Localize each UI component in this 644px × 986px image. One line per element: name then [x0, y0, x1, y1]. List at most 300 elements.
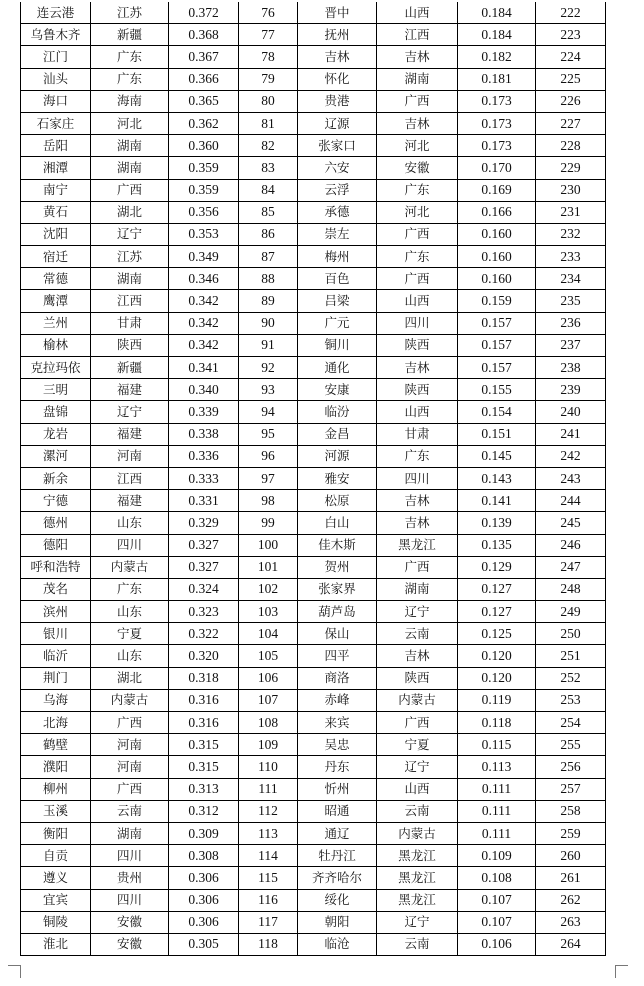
- cell-province: 江西: [91, 290, 169, 312]
- cell-score: 0.366: [169, 68, 239, 90]
- cell-score: 0.367: [169, 46, 239, 68]
- cell-rank-num: 118: [239, 933, 298, 955]
- cell-province: 山东: [91, 512, 169, 534]
- cell-rank-num: 255: [536, 734, 606, 756]
- cell-province: 陕西: [377, 379, 458, 401]
- cell-score: 0.170: [458, 157, 536, 179]
- cell-score: 0.113: [458, 756, 536, 778]
- cell-score: 0.182: [458, 46, 536, 68]
- cell-city: 牡丹江: [298, 845, 377, 867]
- cell-rank-num: 103: [239, 601, 298, 623]
- table-row: [21, 135, 606, 157]
- table-row: [21, 822, 606, 844]
- cell-rank-num: 229: [536, 157, 606, 179]
- cell-rank-num: 222: [536, 2, 606, 24]
- cell-rank-num: 100: [239, 534, 298, 556]
- cell-province: 广西: [377, 90, 458, 112]
- cell-province: 河北: [377, 135, 458, 157]
- cell-province: 山西: [377, 401, 458, 423]
- cell-city: 赤峰: [298, 689, 377, 711]
- cell-rank-num: 107: [239, 689, 298, 711]
- cell-score: 0.115: [458, 734, 536, 756]
- cell-rank-num: 237: [536, 334, 606, 356]
- cell-city: 铜陵: [21, 911, 91, 933]
- table-row: [21, 667, 606, 689]
- cell-score: 0.106: [458, 933, 536, 955]
- cell-province: 河北: [91, 112, 169, 134]
- cell-province: 辽宁: [91, 401, 169, 423]
- cell-province: 广东: [377, 179, 458, 201]
- cell-province: 云南: [377, 933, 458, 955]
- cell-score: 0.111: [458, 800, 536, 822]
- cell-rank-num: 99: [239, 512, 298, 534]
- cell-city: 淮北: [21, 933, 91, 955]
- cell-province: 湖南: [91, 157, 169, 179]
- cell-city: 连云港: [21, 2, 91, 24]
- cell-rank-num: 114: [239, 845, 298, 867]
- cell-rank-num: 257: [536, 778, 606, 800]
- cell-city: 柳州: [21, 778, 91, 800]
- cell-rank-num: 256: [536, 756, 606, 778]
- cell-score: 0.312: [169, 800, 239, 822]
- cell-rank-num: 95: [239, 423, 298, 445]
- cell-score: 0.111: [458, 778, 536, 800]
- cell-rank-num: 93: [239, 379, 298, 401]
- cell-city: 德阳: [21, 534, 91, 556]
- cell-city: 铜川: [298, 334, 377, 356]
- cell-rank-num: 252: [536, 667, 606, 689]
- cell-score: 0.313: [169, 778, 239, 800]
- cell-score: 0.315: [169, 756, 239, 778]
- cell-province: 山西: [377, 290, 458, 312]
- cell-province: 黑龙江: [377, 845, 458, 867]
- cell-city: 吕梁: [298, 290, 377, 312]
- cell-city: 兰州: [21, 312, 91, 334]
- cell-city: 六安: [298, 157, 377, 179]
- cell-score: 0.322: [169, 623, 239, 645]
- page-corner-mark: [8, 965, 21, 978]
- cell-city: 临沂: [21, 645, 91, 667]
- cell-province: 吉林: [377, 357, 458, 379]
- cell-score: 0.365: [169, 90, 239, 112]
- cell-rank-num: 97: [239, 467, 298, 489]
- table-row: [21, 556, 606, 578]
- table-row: [21, 534, 606, 556]
- cell-score: 0.315: [169, 734, 239, 756]
- cell-score: 0.157: [458, 312, 536, 334]
- cell-province: 广西: [91, 712, 169, 734]
- table-row: [21, 490, 606, 512]
- cell-rank-num: 233: [536, 246, 606, 268]
- cell-rank-num: 83: [239, 157, 298, 179]
- cell-rank-num: 240: [536, 401, 606, 423]
- cell-score: 0.360: [169, 135, 239, 157]
- cell-rank-num: 109: [239, 734, 298, 756]
- cell-city: 抚州: [298, 24, 377, 46]
- cell-city: 克拉玛依: [21, 357, 91, 379]
- cell-rank-num: 230: [536, 179, 606, 201]
- table-row: [21, 623, 606, 645]
- cell-score: 0.173: [458, 90, 536, 112]
- cell-province: 湖南: [377, 578, 458, 600]
- cell-rank-num: 112: [239, 800, 298, 822]
- cell-score: 0.145: [458, 445, 536, 467]
- cell-rank-num: 98: [239, 490, 298, 512]
- cell-rank-num: 91: [239, 334, 298, 356]
- cell-province: 广东: [91, 46, 169, 68]
- cell-province: 江西: [377, 24, 458, 46]
- cell-rank-num: 261: [536, 867, 606, 889]
- cell-score: 0.160: [458, 268, 536, 290]
- city-score-table: [20, 2, 606, 956]
- cell-score: 0.108: [458, 867, 536, 889]
- cell-province: 辽宁: [377, 911, 458, 933]
- cell-rank-num: 231: [536, 201, 606, 223]
- cell-rank-num: 105: [239, 645, 298, 667]
- cell-score: 0.111: [458, 822, 536, 844]
- cell-province: 宁夏: [377, 734, 458, 756]
- cell-score: 0.143: [458, 467, 536, 489]
- cell-score: 0.154: [458, 401, 536, 423]
- cell-city: 宿迁: [21, 246, 91, 268]
- cell-score: 0.181: [458, 68, 536, 90]
- cell-score: 0.173: [458, 112, 536, 134]
- cell-province: 辽宁: [91, 223, 169, 245]
- cell-city: 常德: [21, 268, 91, 290]
- cell-score: 0.306: [169, 889, 239, 911]
- cell-score: 0.160: [458, 223, 536, 245]
- cell-province: 吉林: [377, 112, 458, 134]
- cell-score: 0.323: [169, 601, 239, 623]
- cell-city: 北海: [21, 712, 91, 734]
- cell-city: 河源: [298, 445, 377, 467]
- cell-rank-num: 258: [536, 800, 606, 822]
- cell-city: 宁德: [21, 490, 91, 512]
- cell-rank-num: 228: [536, 135, 606, 157]
- cell-score: 0.173: [458, 135, 536, 157]
- cell-score: 0.151: [458, 423, 536, 445]
- cell-city: 荆门: [21, 667, 91, 689]
- table-row: [21, 689, 606, 711]
- cell-rank-num: 253: [536, 689, 606, 711]
- cell-rank-num: 108: [239, 712, 298, 734]
- cell-rank-num: 225: [536, 68, 606, 90]
- cell-score: 0.166: [458, 201, 536, 223]
- cell-province: 四川: [91, 889, 169, 911]
- cell-score: 0.342: [169, 290, 239, 312]
- page-corner-mark: [615, 965, 628, 978]
- cell-province: 四川: [377, 467, 458, 489]
- cell-rank-num: 227: [536, 112, 606, 134]
- cell-city: 江门: [21, 46, 91, 68]
- cell-province: 福建: [91, 490, 169, 512]
- cell-city: 德州: [21, 512, 91, 534]
- cell-score: 0.127: [458, 601, 536, 623]
- cell-city: 晋中: [298, 2, 377, 24]
- cell-city: 四平: [298, 645, 377, 667]
- cell-city: 通化: [298, 357, 377, 379]
- cell-score: 0.342: [169, 312, 239, 334]
- cell-rank-num: 245: [536, 512, 606, 534]
- cell-province: 内蒙古: [91, 689, 169, 711]
- cell-score: 0.160: [458, 246, 536, 268]
- cell-rank-num: 117: [239, 911, 298, 933]
- cell-city: 松原: [298, 490, 377, 512]
- cell-province: 内蒙古: [377, 822, 458, 844]
- cell-score: 0.341: [169, 357, 239, 379]
- cell-province: 吉林: [377, 490, 458, 512]
- cell-city: 白山: [298, 512, 377, 534]
- cell-rank-num: 235: [536, 290, 606, 312]
- cell-province: 陕西: [91, 334, 169, 356]
- cell-rank-num: 236: [536, 312, 606, 334]
- cell-province: 广东: [91, 68, 169, 90]
- cell-city: 自贡: [21, 845, 91, 867]
- cell-city: 漯河: [21, 445, 91, 467]
- table-row: [21, 246, 606, 268]
- cell-rank-num: 94: [239, 401, 298, 423]
- cell-province: 吉林: [377, 645, 458, 667]
- cell-city: 贺州: [298, 556, 377, 578]
- cell-score: 0.368: [169, 24, 239, 46]
- table-row: [21, 845, 606, 867]
- cell-city: 安康: [298, 379, 377, 401]
- cell-rank-num: 78: [239, 46, 298, 68]
- cell-rank-num: 111: [239, 778, 298, 800]
- table-row: [21, 334, 606, 356]
- cell-score: 0.139: [458, 512, 536, 534]
- cell-province: 内蒙古: [91, 556, 169, 578]
- cell-score: 0.157: [458, 334, 536, 356]
- cell-province: 吉林: [377, 46, 458, 68]
- cell-rank-num: 80: [239, 90, 298, 112]
- cell-province: 山东: [91, 645, 169, 667]
- cell-score: 0.324: [169, 578, 239, 600]
- cell-score: 0.342: [169, 334, 239, 356]
- cell-rank-num: 259: [536, 822, 606, 844]
- table-row: [21, 290, 606, 312]
- cell-score: 0.120: [458, 667, 536, 689]
- cell-score: 0.184: [458, 24, 536, 46]
- table-row: [21, 512, 606, 534]
- cell-city: 新余: [21, 467, 91, 489]
- cell-score: 0.157: [458, 357, 536, 379]
- cell-city: 乌鲁木齐: [21, 24, 91, 46]
- cell-city: 湘潭: [21, 157, 91, 179]
- table-row: [21, 645, 606, 667]
- cell-city: 濮阳: [21, 756, 91, 778]
- cell-rank-num: 242: [536, 445, 606, 467]
- table-row: [21, 401, 606, 423]
- cell-city: 玉溪: [21, 800, 91, 822]
- cell-rank-num: 113: [239, 822, 298, 844]
- table-row: [21, 578, 606, 600]
- cell-score: 0.327: [169, 534, 239, 556]
- cell-city: 佳木斯: [298, 534, 377, 556]
- cell-score: 0.346: [169, 268, 239, 290]
- cell-city: 保山: [298, 623, 377, 645]
- cell-score: 0.159: [458, 290, 536, 312]
- cell-city: 三明: [21, 379, 91, 401]
- cell-score: 0.125: [458, 623, 536, 645]
- cell-rank-num: 81: [239, 112, 298, 134]
- cell-province: 河北: [377, 201, 458, 223]
- cell-score: 0.309: [169, 822, 239, 844]
- cell-rank-num: 77: [239, 24, 298, 46]
- cell-city: 朝阳: [298, 911, 377, 933]
- cell-rank-num: 248: [536, 578, 606, 600]
- cell-rank-num: 89: [239, 290, 298, 312]
- cell-province: 福建: [91, 423, 169, 445]
- cell-province: 湖南: [91, 268, 169, 290]
- cell-rank-num: 264: [536, 933, 606, 955]
- table-row: [21, 24, 606, 46]
- cell-score: 0.353: [169, 223, 239, 245]
- cell-rank-num: 223: [536, 24, 606, 46]
- cell-province: 河南: [91, 756, 169, 778]
- cell-province: 山东: [91, 601, 169, 623]
- cell-rank-num: 254: [536, 712, 606, 734]
- cell-province: 内蒙古: [377, 689, 458, 711]
- cell-province: 新疆: [91, 357, 169, 379]
- cell-province: 广西: [377, 268, 458, 290]
- cell-score: 0.329: [169, 512, 239, 534]
- cell-province: 江苏: [91, 246, 169, 268]
- cell-score: 0.129: [458, 556, 536, 578]
- cell-city: 贵港: [298, 90, 377, 112]
- cell-city: 汕头: [21, 68, 91, 90]
- cell-city: 龙岩: [21, 423, 91, 445]
- cell-province: 河南: [91, 734, 169, 756]
- cell-rank-num: 106: [239, 667, 298, 689]
- cell-score: 0.362: [169, 112, 239, 134]
- table-row: [21, 911, 606, 933]
- cell-city: 临沧: [298, 933, 377, 955]
- cell-rank-num: 260: [536, 845, 606, 867]
- cell-city: 呼和浩特: [21, 556, 91, 578]
- cell-rank-num: 115: [239, 867, 298, 889]
- cell-province: 河南: [91, 445, 169, 467]
- table-row: [21, 867, 606, 889]
- cell-score: 0.340: [169, 379, 239, 401]
- cell-province: 云南: [91, 800, 169, 822]
- cell-rank-num: 84: [239, 179, 298, 201]
- cell-rank-num: 226: [536, 90, 606, 112]
- cell-score: 0.316: [169, 712, 239, 734]
- cell-score: 0.155: [458, 379, 536, 401]
- cell-rank-num: 234: [536, 268, 606, 290]
- cell-province: 云南: [377, 800, 458, 822]
- cell-rank-num: 79: [239, 68, 298, 90]
- cell-city: 沈阳: [21, 223, 91, 245]
- cell-score: 0.109: [458, 845, 536, 867]
- cell-city: 崇左: [298, 223, 377, 245]
- cell-rank-num: 241: [536, 423, 606, 445]
- cell-score: 0.339: [169, 401, 239, 423]
- table-row: [21, 268, 606, 290]
- cell-province: 山西: [377, 778, 458, 800]
- cell-rank-num: 246: [536, 534, 606, 556]
- cell-score: 0.349: [169, 246, 239, 268]
- cell-rank-num: 110: [239, 756, 298, 778]
- cell-rank-num: 104: [239, 623, 298, 645]
- cell-score: 0.107: [458, 911, 536, 933]
- cell-rank-num: 92: [239, 357, 298, 379]
- cell-city: 昭通: [298, 800, 377, 822]
- table-row: [21, 778, 606, 800]
- cell-city: 银川: [21, 623, 91, 645]
- cell-city: 通辽: [298, 822, 377, 844]
- table-row: [21, 223, 606, 245]
- cell-score: 0.169: [458, 179, 536, 201]
- cell-province: 贵州: [91, 867, 169, 889]
- cell-city: 齐齐哈尔: [298, 867, 377, 889]
- cell-province: 湖北: [91, 667, 169, 689]
- cell-province: 黑龙江: [377, 867, 458, 889]
- cell-city: 岳阳: [21, 135, 91, 157]
- cell-score: 0.331: [169, 490, 239, 512]
- cell-province: 陕西: [377, 334, 458, 356]
- cell-score: 0.184: [458, 2, 536, 24]
- cell-rank-num: 87: [239, 246, 298, 268]
- cell-city: 金昌: [298, 423, 377, 445]
- cell-rank-num: 76: [239, 2, 298, 24]
- cell-rank-num: 249: [536, 601, 606, 623]
- cell-rank-num: 224: [536, 46, 606, 68]
- cell-rank-num: 250: [536, 623, 606, 645]
- cell-rank-num: 85: [239, 201, 298, 223]
- cell-city: 怀化: [298, 68, 377, 90]
- cell-city: 雅安: [298, 467, 377, 489]
- cell-province: 黑龙江: [377, 889, 458, 911]
- cell-city: 梅州: [298, 246, 377, 268]
- cell-province: 甘肃: [91, 312, 169, 334]
- cell-province: 福建: [91, 379, 169, 401]
- cell-score: 0.127: [458, 578, 536, 600]
- table-row: [21, 201, 606, 223]
- cell-rank-num: 251: [536, 645, 606, 667]
- cell-city: 鹰潭: [21, 290, 91, 312]
- cell-city: 遵义: [21, 867, 91, 889]
- cell-city: 辽源: [298, 112, 377, 134]
- table-row: [21, 712, 606, 734]
- table-row: [21, 889, 606, 911]
- table-row: [21, 157, 606, 179]
- cell-city: 云浮: [298, 179, 377, 201]
- cell-rank-num: 101: [239, 556, 298, 578]
- table-row: [21, 601, 606, 623]
- cell-province: 湖南: [91, 135, 169, 157]
- table-row: [21, 800, 606, 822]
- cell-province: 湖南: [91, 822, 169, 844]
- cell-province: 湖北: [91, 201, 169, 223]
- cell-province: 四川: [377, 312, 458, 334]
- cell-score: 0.308: [169, 845, 239, 867]
- cell-score: 0.305: [169, 933, 239, 955]
- cell-city: 广元: [298, 312, 377, 334]
- cell-province: 甘肃: [377, 423, 458, 445]
- cell-province: 陕西: [377, 667, 458, 689]
- cell-score: 0.359: [169, 157, 239, 179]
- cell-rank-num: 116: [239, 889, 298, 911]
- table-row: [21, 312, 606, 334]
- cell-city: 滨州: [21, 601, 91, 623]
- table-row: [21, 445, 606, 467]
- cell-score: 0.120: [458, 645, 536, 667]
- cell-rank-num: 102: [239, 578, 298, 600]
- cell-score: 0.359: [169, 179, 239, 201]
- cell-score: 0.107: [458, 889, 536, 911]
